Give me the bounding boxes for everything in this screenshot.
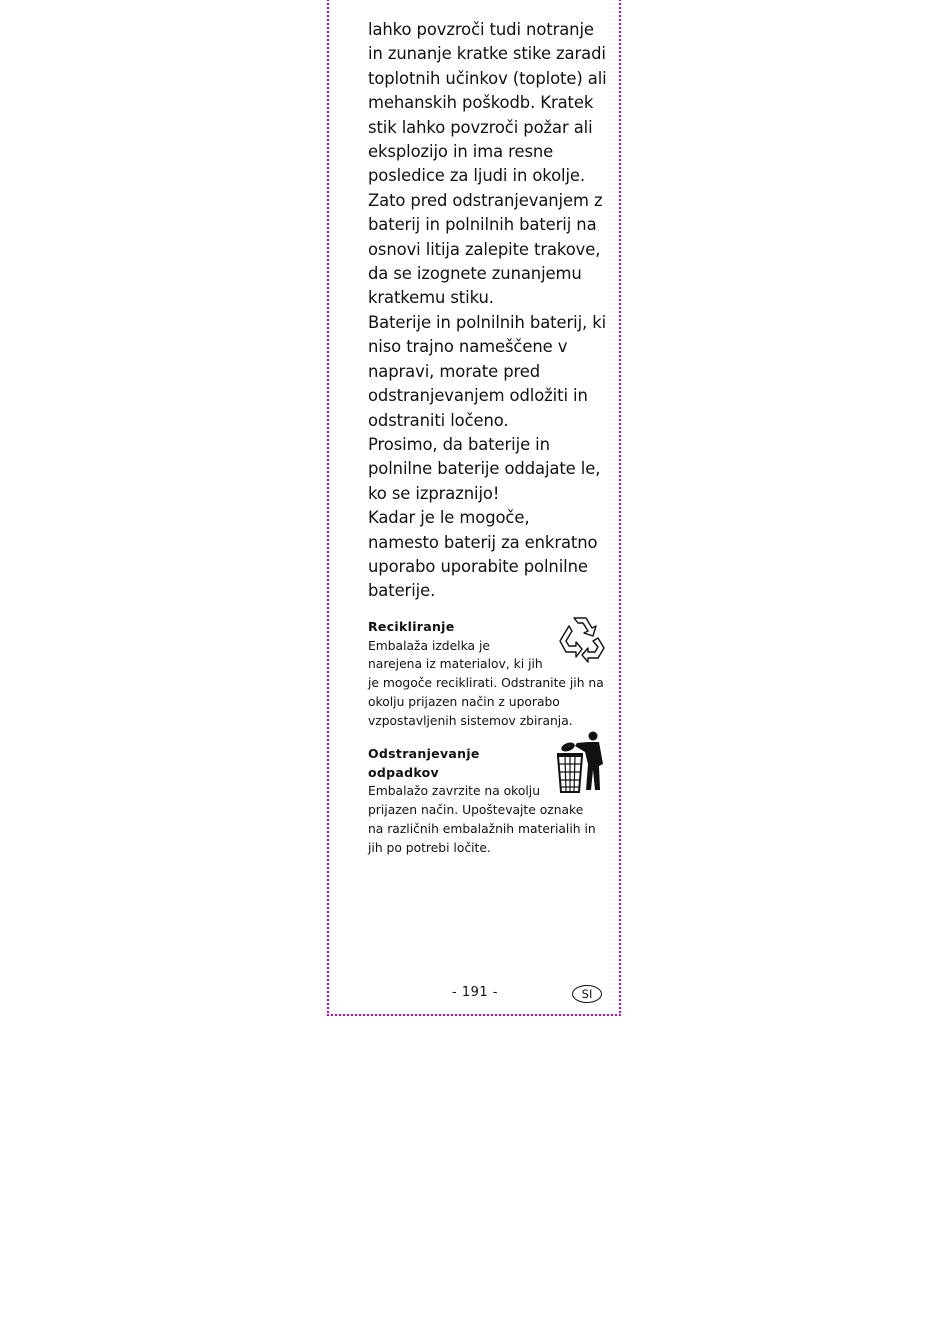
- page-number: - 191 -: [452, 985, 498, 1000]
- recycle-icon: [556, 614, 606, 664]
- recycling-title: Recikliranje: [368, 619, 455, 634]
- disposal-title: Odstranjevanje odpadkov: [368, 746, 480, 780]
- waste-bin-icon: [555, 730, 607, 794]
- disposal-text: Embalažo zavrzite na okolju prijazen način. Upoštevajte oznake na različnih embalažnih materialih in jih po potrebi ločite.: [368, 784, 596, 855]
- country-code-badge: SI: [572, 985, 602, 1003]
- recycling-text: Embalaža izdelka je narejena iz materialov, ki jih je mogoče reciklirati. Odstranite jih na okolju prijazen način z uporabo vzpostavljenih sistemov zbiranja.: [368, 638, 604, 728]
- body-text: lahko povzroči tudi notranje in zunanje kratke stike zaradi toplotnih učinkov (toplote) ali mehanskih poškodb. Kratek stik lahko povzroči požar ali eksplozijo in ima resne posledice za ljudi in okolje. Zato pred odstranjevanjem z baterij in polnilnih baterij na osnovi litija zalepite trakove, da se izognete zunanjemu kratkemu stiku. Baterije in polnilnih baterij, ki niso trajno nameščene v napravi, morate pred odstranjevanjem odložiti in odstraniti ločeno. Prosimo, da baterije in polnilne baterije oddajate le, ko se izpraznijo! Kadar je le mogoče, namesto baterij za enkratno uporabo uporabite polnilne baterije.: [368, 20, 607, 601]
